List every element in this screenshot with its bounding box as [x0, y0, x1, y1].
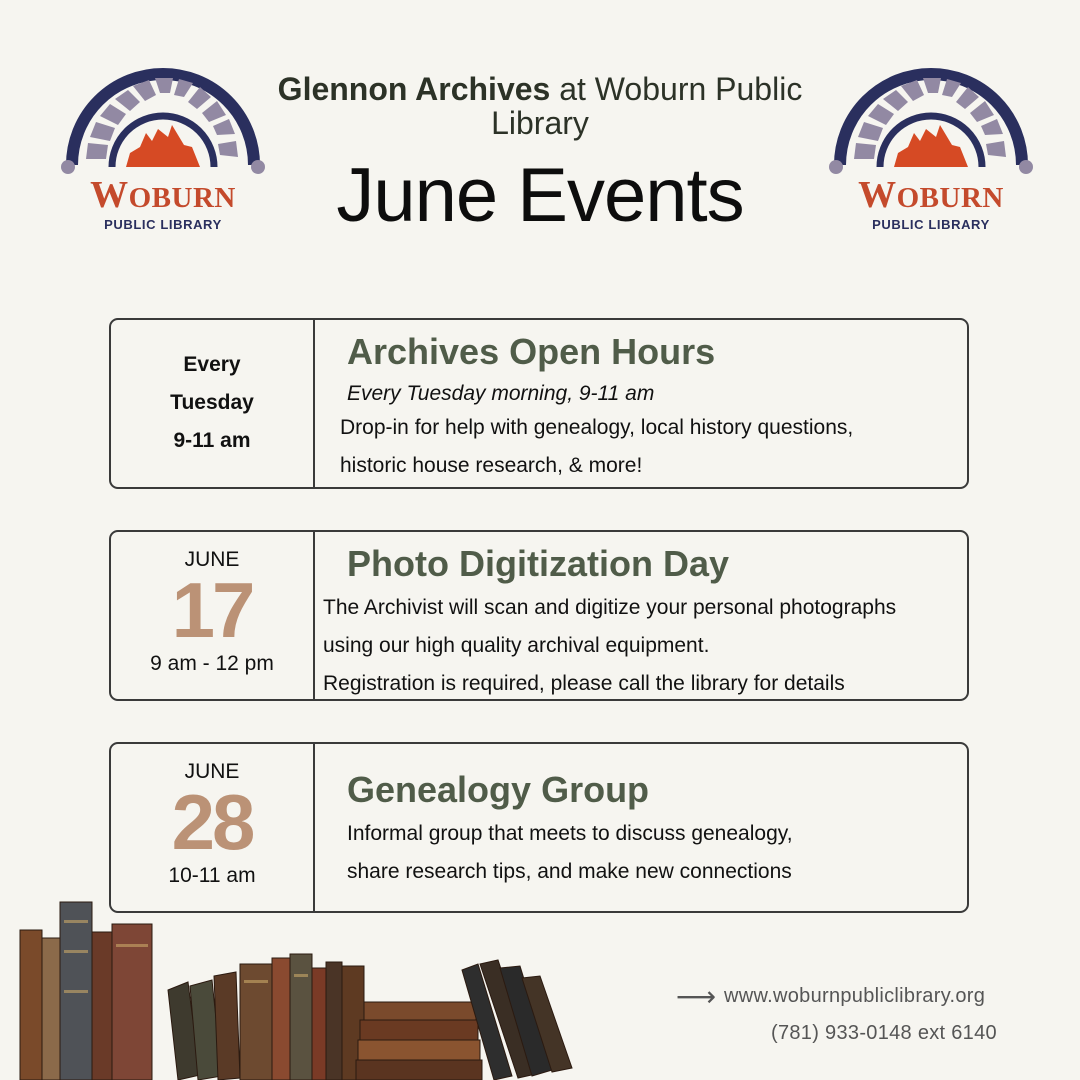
event-description-line: Informal group that meets to discuss genealogy,: [347, 822, 793, 845]
library-logo-left: [60, 55, 266, 235]
arch-logo-icon: [828, 55, 1034, 175]
event-month: JUNE: [184, 548, 240, 571]
card-divider: [313, 744, 315, 911]
event-date: [111, 744, 313, 911]
library-logo-right: [828, 55, 1034, 235]
logo-subline: PUBLIC LIBRARY: [104, 217, 222, 232]
card-divider: [313, 320, 315, 487]
arrow-right-icon: ⟶: [676, 981, 717, 1012]
books-illustration: [0, 890, 600, 1080]
arch-logo-icon: [60, 55, 266, 175]
event-title: Photo Digitization Day: [347, 543, 729, 584]
page-title: June Events: [336, 153, 744, 238]
event-description-line: The Archivist will scan and digitize your personal photographs: [323, 596, 897, 619]
event-time: 9 am - 12 pm: [150, 652, 274, 675]
event-date: [111, 320, 313, 487]
phone-number: (781) 933-0148 ext 6140: [771, 1022, 997, 1044]
event-description-line: using our high quality archival equipment.: [323, 634, 710, 657]
event-description-line: share research tips, and make new connections: [347, 860, 792, 883]
event-month: JUNE: [184, 760, 240, 783]
logo-wordmark: WOBURN: [858, 174, 1004, 216]
event-title: Genealogy Group: [347, 769, 650, 810]
event-card-open-hours: [109, 318, 969, 489]
event-date-text: Every Tuesday 9-11 am: [170, 353, 254, 452]
event-day: 17: [171, 566, 253, 654]
event-card-genealogy-group: [109, 742, 969, 913]
page-subtitle: Glennon Archives at Woburn Public Library: [277, 71, 803, 141]
event-day: 28: [171, 778, 253, 866]
logo-wordmark: WOBURN: [90, 174, 236, 216]
card-divider: [313, 532, 315, 699]
page-header: [260, 72, 820, 236]
website-link[interactable]: www.woburnpubliclibrary.org: [724, 985, 986, 1007]
event-description-line: Drop-in for help with genealogy, local history questions,: [340, 416, 854, 439]
event-date: [111, 532, 313, 699]
event-description-line: Registration is required, please call the library for details: [323, 672, 845, 695]
event-schedule: Every Tuesday morning, 9-11 am: [347, 382, 655, 405]
event-card-photo-digitization: [109, 530, 969, 701]
event-time: 10-11 am: [168, 864, 256, 887]
event-title: Archives Open Hours: [347, 331, 716, 372]
event-description-line: historic house research, & more!: [340, 454, 643, 477]
logo-subline: PUBLIC LIBRARY: [872, 217, 990, 232]
